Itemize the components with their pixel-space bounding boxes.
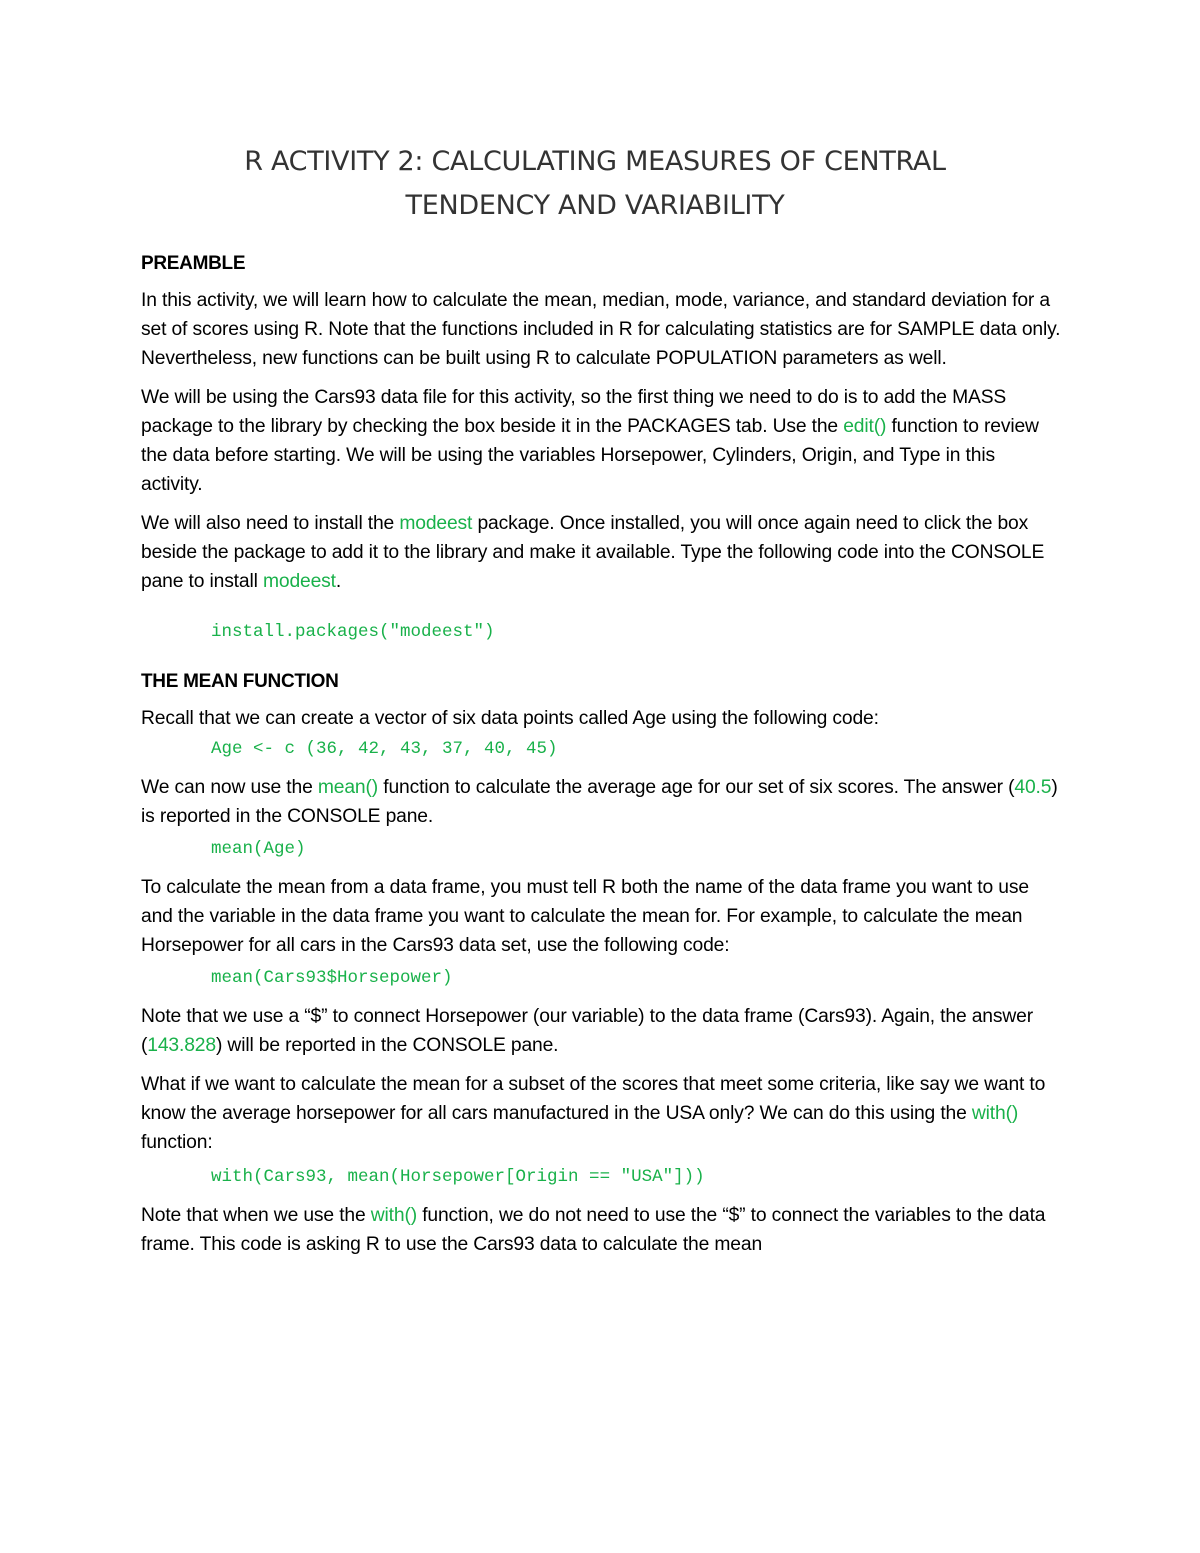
mean-function-heading: THE MEAN FUNCTION — [141, 671, 339, 692]
text-segment: ) will be reported in the CONSOLE pane. — [215, 1035, 559, 1056]
modeest-highlight: modeest — [399, 513, 473, 534]
text-segment: package. Once installed, you will once again need to click the box beside the package to add it to the library and make it available. Type the following code into the CONSOLE pane to install — [141, 513, 1045, 592]
title-line-2: TENDENCY AND VARIABILITY — [405, 190, 785, 221]
preamble-paragraph-2 — [141, 383, 1061, 499]
preamble-paragraph-3 — [141, 509, 1061, 596]
code-with-usa: with(Cars93, mean(Horsepower[Origin == "USA"])) — [211, 1167, 705, 1187]
mean-paragraph-2 — [141, 773, 1061, 831]
text-segment: We will also need to install the — [141, 513, 400, 534]
modeest-highlight: modeest — [262, 571, 336, 592]
text-segment: function to calculate the average age for our set of six scores. The answer ( — [378, 777, 1015, 798]
text-segment: Note that we use a “$” to connect Horsepower (our variable) to the data frame (Cars93). Again, the answer ( — [141, 1006, 1033, 1056]
text-segment: We will be using the Cars93 data file for this activity, so the first thing we need to do is to add the MASS package to the library by checking the box beside it in the PACKAGES tab. Use the — [141, 387, 1007, 437]
text-segment: ) is reported in the CONSOLE pane. — [141, 777, 1058, 827]
text-segment: . — [335, 571, 342, 592]
answer-value-highlight: 143.828 — [147, 1035, 216, 1056]
code-age-vector: Age <- c (36, 42, 43, 37, 40, 45) — [211, 739, 558, 759]
text-segment: We can now use the — [141, 777, 318, 798]
document-title — [129, 140, 1061, 228]
text-segment: function to review the data before starting. We will be using the variables Horsepower, Cylinders, Origin, and Type in this activity. — [141, 416, 1039, 495]
with-function-highlight: with() — [971, 1103, 1019, 1124]
title-line-1: R ACTIVITY 2: CALCULATING MEASURES OF CENTRAL — [244, 146, 946, 177]
code-install-modeest: install.packages("modeest") — [211, 622, 495, 642]
mean-paragraph-1: Recall that we can create a vector of six data points called Age using the following code: — [141, 708, 879, 729]
text-segment: What if we want to calculate the mean for a subset of the scores that meet some criteria, like say we want to know the average horsepower for all cars manufactured in the USA only? We can do this using the — [141, 1074, 1046, 1124]
preamble-paragraph-1: In this activity, we will learn how to calculate the mean, median, mode, variance, and standard deviation for a set of scores using R. Note that the functions included in R for calculating statistics are for SAMPLE data only. Nevertheless, new functions can be built using R to calculate POPULATION parameters as well. — [141, 290, 1061, 369]
document-content — [141, 140, 1061, 1269]
edit-function-highlight: edit() — [843, 416, 887, 437]
mean-function-highlight: mean() — [317, 777, 379, 798]
mean-paragraph-3: To calculate the mean from a data frame, you must tell R both the name of the data frame you want to use and the variable in the data frame you want to calculate the mean for. For example, to calculate the mean Horsepower for all cars in the Cars93 data set, use the following code: — [141, 877, 1029, 956]
mean-paragraph-6 — [141, 1201, 1061, 1259]
code-mean-horsepower: mean(Cars93$Horsepower) — [211, 968, 453, 988]
text-segment: function, we do not need to use the “$” to connect the variables to the data frame. This code is asking R to use the Cars93 data to calculate the mean — [141, 1205, 1046, 1255]
text-segment: Note that when we use the — [141, 1205, 371, 1226]
answer-value-highlight: 40.5 — [1014, 777, 1052, 798]
mean-paragraph-4 — [141, 1002, 1061, 1060]
preamble-heading: PREAMBLE — [141, 253, 246, 274]
mean-paragraph-5 — [141, 1070, 1061, 1157]
with-function-highlight: with() — [370, 1205, 417, 1226]
text-segment: function: — [141, 1132, 213, 1153]
code-mean-age: mean(Age) — [211, 839, 306, 859]
